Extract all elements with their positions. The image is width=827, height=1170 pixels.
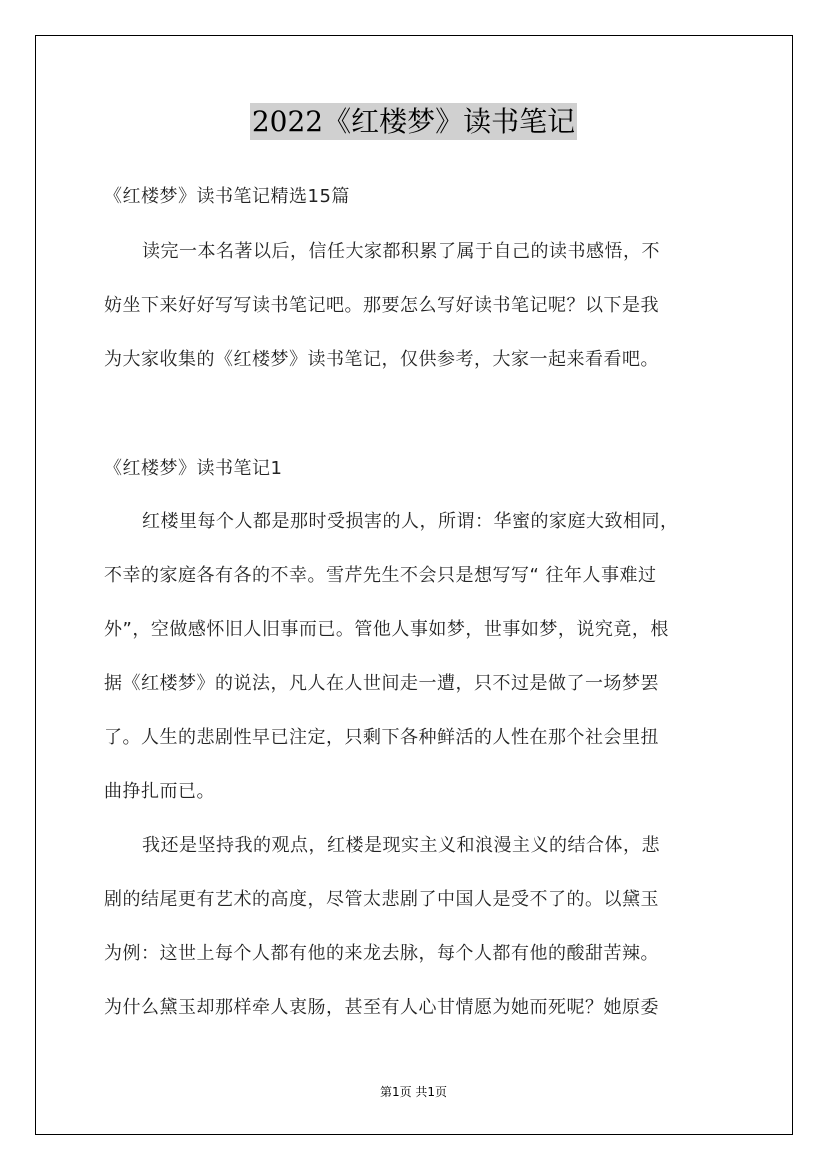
document-title: 2022《红楼梦》读书笔记 [251,105,576,138]
page-footer: 第1页 共1页 [379,1085,448,1099]
paragraph-line: 我还是坚持我的观点，红楼是现实主义和浪漫主义的结合体，悲 [142,835,660,856]
paragraph-line: 为例：这世上每个人都有他的来龙去脉，每个人都有他的酸甜苦辣。 [104,943,659,964]
paragraph-line: 红楼里每个人都是那时受损害的人，所谓：华蜜的家庭大致相同， [142,511,679,532]
paragraph-line: 据《红楼梦》的说法，凡人在人世间走一遭，只不过是做了一场梦罢 [104,673,659,694]
paragraph-line: 外”，空做感怀旧人旧事而已。管他人事如梦，世事如梦，说究竟，根 [104,619,669,640]
paragraph-line: 为什么黛玉却那样牵人衷肠，甚至有人心甘情愿为她而死呢？她原委 [104,997,659,1018]
paragraph-line: 不幸的家庭各有各的不幸。雪芹先生不会只是想写写“ 往年人事难过 [104,565,657,586]
intro-line: 读完一本名著以后，信任大家都积累了属于自己的读书感悟，不 [142,241,660,262]
intro-line: 妨坐下来好好写写读书笔记吧。那要怎么写好读书笔记呢？以下是我 [104,295,659,316]
paragraph-line: 曲挣扎而已。 [104,781,215,802]
section-heading: 《红楼梦》读书笔记1 [104,458,283,479]
paragraph-line: 剧的结尾更有艺术的高度，尽管太悲剧了中国人是受不了的。以黛玉 [104,889,659,910]
intro-line: 为大家收集的《红楼梦》读书笔记，仅供参考，大家一起来看看吧。 [104,349,659,370]
paragraph-line: 了。人生的悲剧性早已注定，只剩下各种鲜活的人性在那个社会里扭 [104,727,659,748]
document-subtitle: 《红楼梦》读书笔记精选15篇 [104,186,350,207]
